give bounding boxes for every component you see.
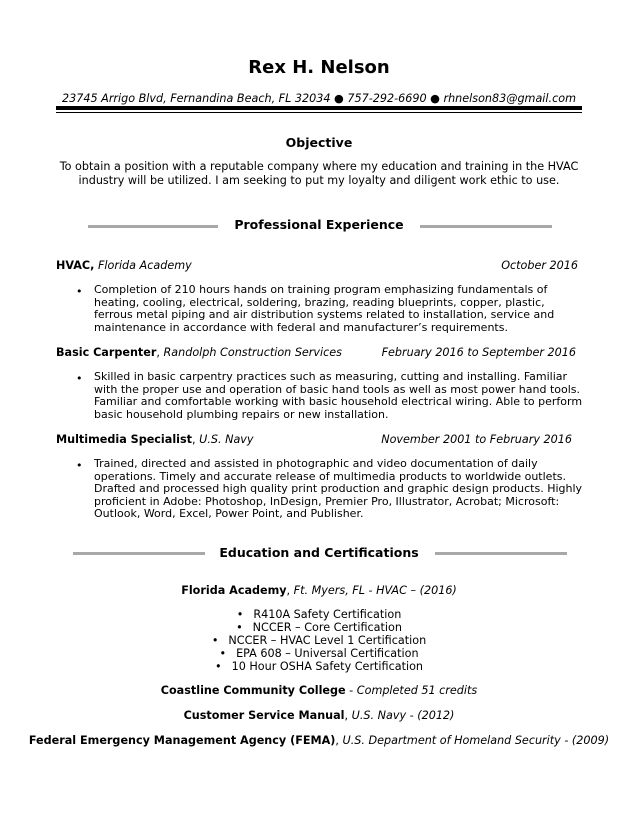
job-description: Completion of 210 hours hands on training program emphasizing fundamentals of heating, cooling, electrical, soldering, brazing, reading blueprints, copper, plastic, ferrous metal piping and air distribution systems related to installation, service and maintenance in accordance with federal and manufacturer’s requirements. <box>94 283 555 334</box>
bullet-icon: • <box>211 634 219 647</box>
job-employer: U.S. Navy <box>199 433 254 446</box>
job-title-line: Basic Carpenter, Randolph Construction Services <box>56 346 343 359</box>
certification-item: • NCCER – Core Certification <box>236 621 402 634</box>
bullet-icon: • <box>76 285 83 298</box>
school-name: Customer Service Manual <box>183 709 345 722</box>
job-description: Trained, directed and assisted in photographic and video documentation of daily operations. Timely and accurate release of multimedia products to worldwide outlets. Drafted and processed high quality print production and graphic design products. Highly proficient in Adobe: Photoshop, InDesign, Premier Pro, Illustrator, Acrobat; Microsoft: Outlook, Word, Excel, Power Point, and Publisher. <box>94 457 583 520</box>
education-heading: Education and Certifications <box>219 545 419 560</box>
experience-heading: Professional Experience <box>234 217 404 232</box>
objective-heading: Objective <box>285 135 353 150</box>
bullet-icon: • <box>236 608 244 621</box>
education-entry-fema: Federal Emergency Management Agency (FEMA), U.S. Department of Homeland Security - (2009) <box>28 734 610 747</box>
job-title: Multimedia Specialist <box>56 433 192 446</box>
certification-item: • R410A Safety Certification <box>236 608 402 621</box>
education-entry-coastline: Coastline Community College - Completed 51 credits <box>160 684 478 697</box>
bullet-icon: • <box>214 660 222 673</box>
job-title-line: Multimedia Specialist, U.S. Navy <box>56 433 254 446</box>
bullet-icon: • <box>76 459 83 472</box>
school-name: Coastline Community College <box>160 684 346 697</box>
job-title-line <box>56 259 192 272</box>
job-title: Basic Carpenter <box>56 346 157 359</box>
objective-line-1: To obtain a position with a reputable company where my education and training in the HVAC <box>59 160 579 173</box>
job-date: October 2016 <box>501 259 578 272</box>
bullet-icon: • <box>236 621 243 634</box>
job-date: February 2016 to September 2016 <box>381 346 576 359</box>
header-rule-thin <box>56 112 582 113</box>
school-name: Florida Academy <box>181 584 287 597</box>
bullet-icon: • <box>76 372 83 385</box>
school-detail: U.S. Department of Homeland Security - (2009) <box>342 734 610 747</box>
education-entry-florida-academy: Florida Academy, Ft. Myers, FL - HVAC – (2016) <box>181 584 457 597</box>
section-divider-right <box>420 225 552 228</box>
job-description: Skilled in basic carpentry practices such as measuring, cutting and installing. Familiar with the proper use and operation of basic hand tools as well as most power hand tools. Familiar and comfortable working with basic household electrical wiring. Able to perform basic household plumbing repairs or new installation. <box>94 370 583 421</box>
school-detail: Ft. Myers, FL - HVAC – (2016) <box>293 584 457 597</box>
bullet-icon: • <box>219 647 227 660</box>
school-detail: Completed 51 credits <box>356 684 478 697</box>
school-detail: U.S. Navy - (2012) <box>351 709 455 722</box>
job-date: November 2001 to February 2016 <box>381 433 572 446</box>
education-entry-customer-service: Customer Service Manual, U.S. Navy - (2012) <box>183 709 455 722</box>
certification-item: • EPA 608 – Universal Certification <box>219 647 419 660</box>
section-divider-right <box>435 552 567 555</box>
header-rule-thick <box>56 106 582 110</box>
job-title: HVAC, <box>56 259 95 272</box>
objective-text <box>56 160 582 188</box>
certification-item: • 10 Hour OSHA Safety Certification <box>214 660 424 673</box>
job-employer: Florida Academy <box>97 259 192 272</box>
contact-line: 23745 Arrigo Blvd, Fernandina Beach, FL 32034 ● 757-292-6690 ● rhnelson83@gmail.com <box>62 92 576 105</box>
objective-line-2: industry will be utilized. I am seeking to put my loyalty and diligent work ethic to use. <box>78 174 560 187</box>
job-employer: Randolph Construction Services <box>163 346 343 359</box>
school-name: Federal Emergency Management Agency (FEMA) <box>28 734 336 747</box>
candidate-name: Rex H. Nelson <box>248 57 390 78</box>
certification-item: • NCCER – HVAC Level 1 Certification <box>211 634 427 647</box>
